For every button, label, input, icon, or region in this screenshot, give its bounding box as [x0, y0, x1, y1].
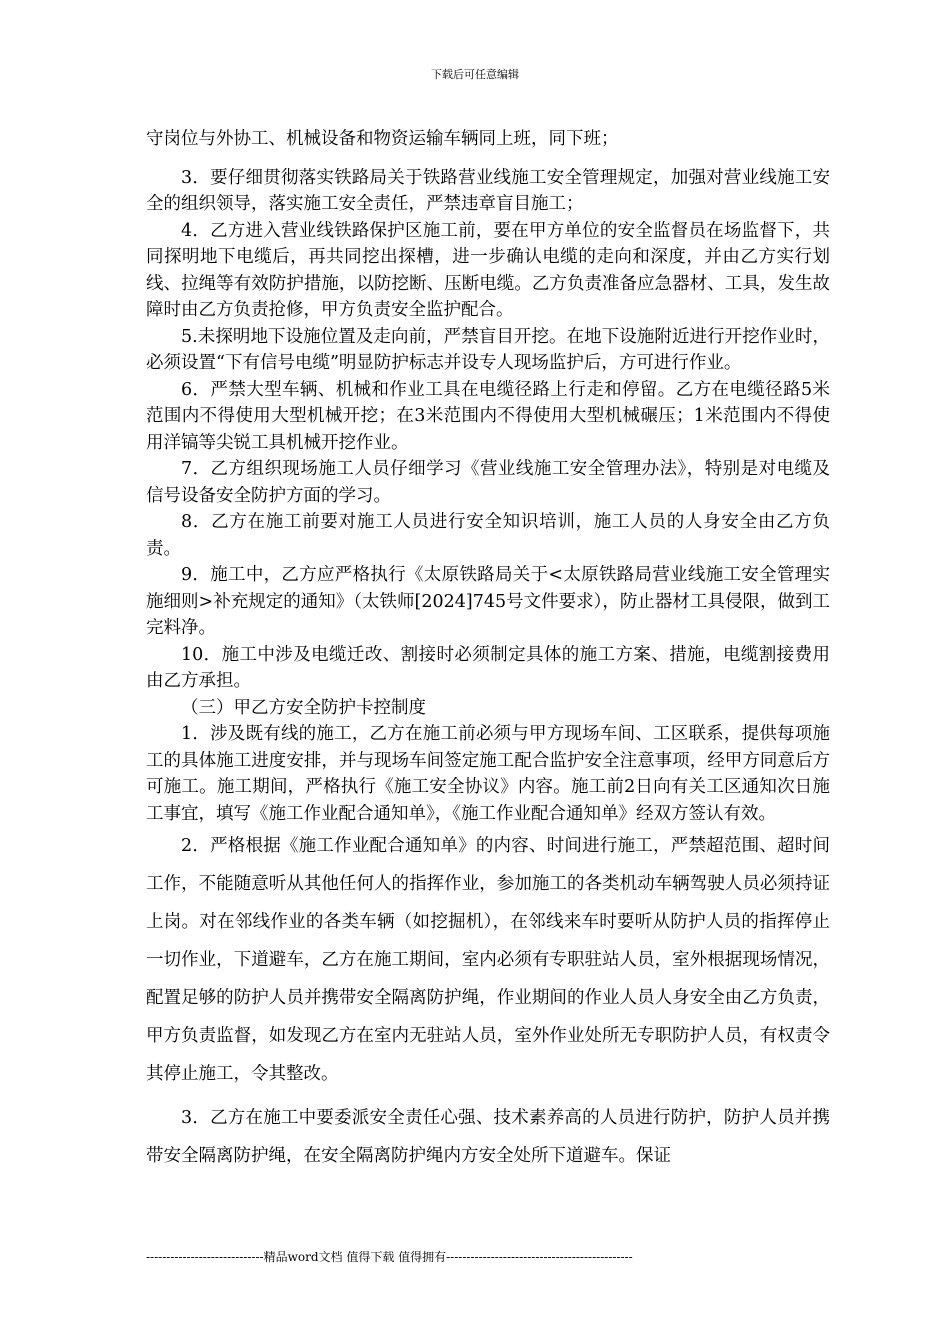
- paragraph-item-5: 5.未探明地下设施位置及走向前，严禁盲目开挖。在地下设施附近进行开挖作业时，必须设置“下有信号电缆”明显防护标志并设专人现场监护后，方可进行作业。: [146, 326, 830, 373]
- paragraph-rule-1: 1．涉及既有线的施工，乙方在施工前必须与甲方现场车间、工区联系，提供每项施工的具体施工进度安排，并与现场车间签定施工配合监护安全注意事项，经甲方同意后方可施工。施工期间，严格执行《施工安全协议》内容。施工前2日向有关工区通知次日施工事宜，填写《施工作业配合通知单》，《施工作业配合通知单》经双方签认有效。: [146, 724, 830, 824]
- paragraph-continuation: 守岗位与外协工、机械设备和物资运输车辆同上班，同下班；: [146, 129, 619, 149]
- paragraph-item-8: 8．乙方在施工前要对施工人员进行安全知识培训，施工人员的人身安全由乙方负责。: [146, 512, 830, 559]
- paragraph-item-9: 9．施工中，乙方应严格执行《太原铁路局关于<太原铁路局营业线施工安全管理实施细则>补充规定的通知》（太铁师[2024]745号文件要求），防止器材工具侵限，做到工完料净。: [146, 565, 830, 638]
- document-body: [146, 126, 830, 1175]
- page-footer: -----------------------------精品word文档 值得下载 值得拥有----------------------------------------------: [146, 1250, 633, 1264]
- paragraph-rule-3: 3．乙方在施工中要委派安全责任心强、技术素养高的人员进行防护，防护人员并携带安全隔离防护绳，在安全隔离防护绳内方安全处所下道避车。保证: [146, 1108, 830, 1166]
- page-header: 下载后可任意编辑: [431, 68, 519, 81]
- paragraph-item-10: 10．施工中涉及电缆迁改、割接时必须制定具体的施工方案、措施，电缆割接费用由乙方承担。: [146, 644, 830, 691]
- paragraph-item-7: 7．乙方组织现场施工人员仔细学习《营业线施工安全管理办法》，特别是对电缆及信号设备安全防护方面的学习。: [146, 459, 830, 506]
- paragraph-item-3: 3．要仔细贯彻落实铁路局关于铁路营业线施工安全管理规定，加强对营业线施工安全的组织领导，落实施工安全责任，严禁违章盲目施工；: [146, 167, 830, 214]
- section-heading: （三）甲乙方安全防护卡控制度: [181, 697, 426, 718]
- paragraph-item-4: 4．乙方进入营业线铁路保护区施工前，要在甲方单位的安全监督员在场监督下，共同探明地下电缆后，再共同挖出探槽，进一步确认电缆的走向和深度，并由乙方实行划线、拉绳等有效防护措施，以防挖断、压断电缆。乙方负责准备应急器材、工具，发生故障时由乙方负责抢修，甲方负责安全监护配合。: [146, 220, 830, 320]
- paragraph-item-6: 6．严禁大型车辆、机械和作业工具在电缆径路上行走和停留。乙方在电缆径路5米范围内不得使用大型机械开挖；在3米范围内不得使用大型机械碾压；1米范围内不得使用洋镐等尖锐工具机械开挖作业。: [146, 379, 830, 453]
- paragraph-rule-2: 2．严格根据《施工作业配合通知单》的内容、时间进行施工，严禁超范围、超时间工作，不能随意听从其他任何人的指挥作业，参加施工的各类机动车辆驾驶人员必须持证上岗。对在邻线作业的各类车辆（如挖掘机），在邻线来车时要听从防护人员的指挥停止一切作业，下道避车，乙方在施工期间，室内必须有专职驻站人员，室外根据现场情况，配置足够的防护人员并携带安全隔离防护绳，作业期间的作业人员人身安全由乙方负责，甲方负责监督，如发现乙方在室内无驻站人员，室外作业处所无专职防护人员，有权责令其停止施工，令其整改。: [146, 836, 830, 1084]
